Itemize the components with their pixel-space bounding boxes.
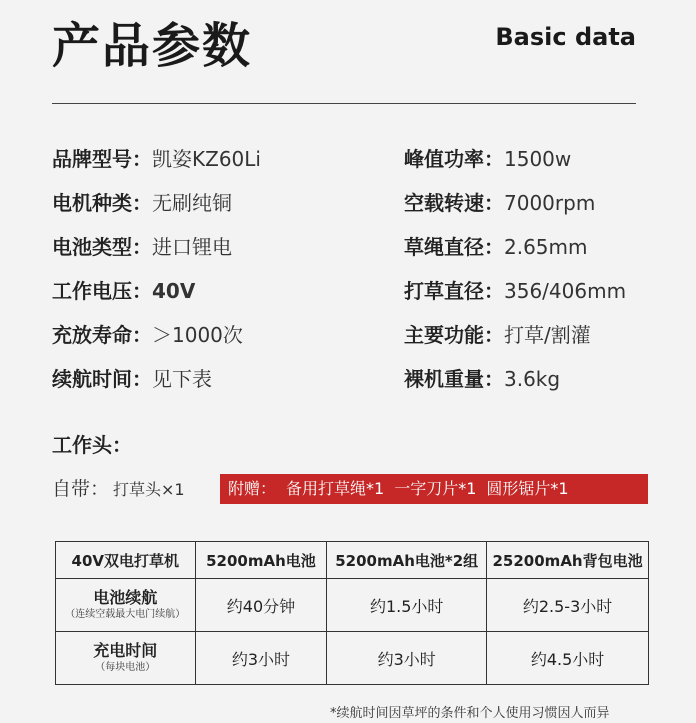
spec-row-runtime: [52, 362, 261, 406]
spec-row-peak-power: [404, 142, 626, 186]
table-header-cell: 5200mAh电池*2组: [327, 542, 487, 579]
gift-item: 圆形锯片*1: [486, 479, 569, 498]
spec-value: 见下表: [152, 367, 212, 391]
gift-item: 备用打草绳*1: [286, 479, 385, 498]
header-divider: [52, 103, 636, 104]
table-cell: 约4.5小时: [487, 632, 649, 685]
included-value: 打草头×1: [113, 480, 185, 499]
spec-row-line-diameter: [404, 230, 626, 274]
spec-label: 峰值功率：: [404, 147, 504, 171]
spec-value: 无刷纯铜: [152, 191, 232, 215]
spec-value: 打草/割灌: [504, 323, 591, 347]
row-header-label: 电池续航: [93, 588, 158, 607]
page-subtitle: Basic data: [495, 23, 636, 51]
gift-banner: [220, 474, 648, 504]
spec-label: 草绳直径：: [404, 235, 504, 259]
spec-value: 3.6kg: [504, 367, 561, 391]
table-header-cell: 5200mAh电池: [195, 542, 327, 579]
row-header-note: （连续空载最大电门续航）: [65, 609, 186, 620]
work-head-title: 工作头：: [52, 433, 132, 457]
spec-value: 凯姿KZ60Li: [152, 147, 261, 171]
spec-row-brand-model: [52, 142, 261, 186]
spec-value: 40V: [152, 279, 196, 303]
spec-row-weight: [404, 362, 626, 406]
spec-row-motor-type: [52, 186, 261, 230]
spec-label: 续航时间：: [52, 367, 152, 391]
table-cell: 约3小时: [195, 632, 327, 685]
spec-value: 7000rpm: [504, 191, 596, 215]
spec-value: 2.65mm: [504, 235, 588, 259]
spec-label: 空载转速：: [404, 191, 504, 215]
spec-value: 1500w: [504, 147, 572, 171]
spec-row-cutting-diameter: [404, 274, 626, 318]
row-header-label: 充电时间: [93, 641, 158, 660]
row-header-note: （每块电池）: [95, 662, 156, 673]
spec-row-functions: [404, 318, 626, 362]
footnote: *续航时间因草坪的条件和个人使用习惯因人而异: [330, 706, 610, 721]
spec-row-no-load-speed: [404, 186, 626, 230]
table-cell: 约40分钟: [195, 579, 327, 632]
table-row: [56, 632, 649, 685]
table-header-cell: 40V双电打草机: [56, 542, 196, 579]
spec-label: 电池类型：: [52, 235, 152, 259]
spec-row-cycle-life: [52, 318, 261, 362]
gift-label: 附赠：: [228, 479, 277, 498]
spec-row-battery-type: [52, 230, 261, 274]
spec-label: 电机种类：: [52, 191, 152, 215]
table-cell: 约2.5-3小时: [487, 579, 649, 632]
runtime-table: [55, 541, 649, 685]
spec-label: 裸机重量：: [404, 367, 504, 391]
row-header-cell: [56, 579, 196, 632]
page-title: 产品参数: [52, 18, 253, 74]
row-header-cell: [56, 632, 196, 685]
table-header-row: [56, 542, 649, 579]
spec-label: 主要功能：: [404, 323, 504, 347]
spec-row-voltage: [52, 274, 261, 318]
gift-item: 一字刀片*1: [394, 479, 477, 498]
spec-label: 工作电压：: [52, 279, 152, 303]
spec-list-left: [52, 142, 261, 406]
spec-value: 356/406mm: [504, 279, 627, 303]
spec-value: 进口锂电: [152, 235, 232, 259]
included-accessories: [52, 474, 185, 505]
table-cell: 约3小时: [327, 632, 487, 685]
spec-label: 品牌型号：: [52, 147, 152, 171]
spec-list-right: [404, 142, 626, 406]
table-cell: 约1.5小时: [327, 579, 487, 632]
spec-label: 打草直径：: [404, 279, 504, 303]
table-row: [56, 579, 649, 632]
spec-label: 充放寿命：: [52, 323, 152, 347]
spec-value: ＞1000次: [152, 323, 243, 347]
included-label: 自带：: [52, 478, 110, 500]
table-header-cell: 25200mAh背包电池: [487, 542, 649, 579]
